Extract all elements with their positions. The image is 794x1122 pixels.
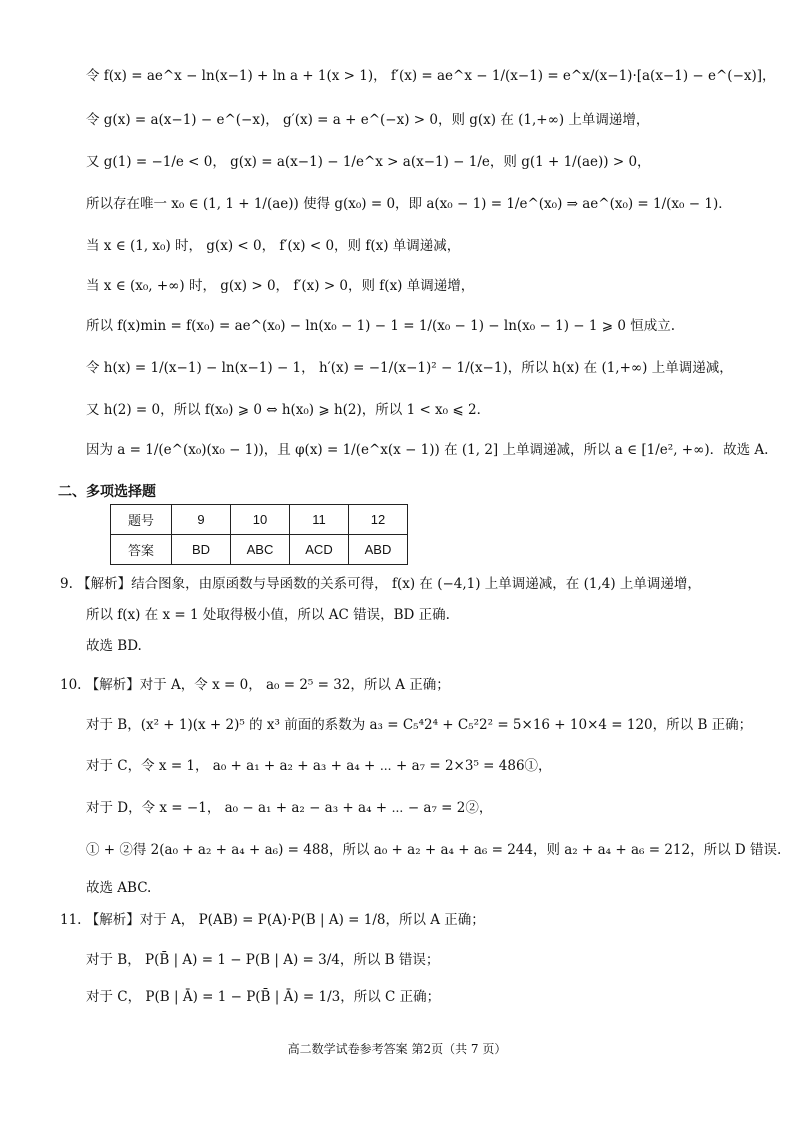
q10-line-4: 对于 D，令 x = −1， a₀ − a₁ + a₂ − a₃ + a₄ + ⋯ − a₇ = 2②， <box>86 800 493 816</box>
q9-line-2: 所以 f(x) 在 x = 1 处取得极小值，所以 AC 错误，BD 正确. <box>86 607 450 623</box>
q11-line-1: 11. 【解析】对于 A， P(AB) = P(A)·P(B | A) = 1/8，所以 A 正确； <box>60 912 485 928</box>
table-cell: ABD <box>349 535 408 565</box>
table-row <box>111 535 408 565</box>
derivation-line-6: 当 x ∈ (x₀, +∞) 时， g(x) > 0， f′(x) > 0，则 f(x) 单调递增， <box>86 278 475 294</box>
table-cell: 11 <box>290 505 349 535</box>
table-cell: BD <box>172 535 231 565</box>
derivation-line-2: 令 g(x) = a(x−1) − e^(−x)， g′(x) = a + e^(−x) > 0，则 g(x) 在 (1,+∞) 上单调递增， <box>86 112 650 128</box>
q10-line-5: ① + ②得 2(a₀ + a₂ + a₄ + a₆) = 488，所以 a₀ + a₂ + a₄ + a₆ = 244，则 a₂ + a₄ + a₆ = 212，所以 D 错误. <box>86 842 782 858</box>
table-cell: ABC <box>231 535 290 565</box>
q10-line-1: 10. 【解析】对于 A，令 x = 0， a₀ = 2⁵ = 32，所以 A 正确； <box>60 677 450 693</box>
q11-line-2: 对于 B， P(B̄ | A) = 1 − P(B | A) = 3/4，所以 B 错误； <box>86 952 440 968</box>
q10-line-2: 对于 B，(x² + 1)(x + 2)⁵ 的 x³ 前面的系数为 a₃ = C₅⁴2⁴ + C₅²2² = 5×16 + 10×4 = 120，所以 B 正确； <box>86 717 753 733</box>
derivation-line-7: 所以 f(x)min = f(x₀) = ae^(x₀) − ln(x₀ − 1) − 1 = 1/(x₀ − 1) − ln(x₀ − 1) − 1 ⩾ 0 恒成立. <box>86 318 676 334</box>
answer-table <box>110 504 408 565</box>
q9-line-3: 故选 BD. <box>86 638 142 654</box>
table-cell: 题号 <box>111 505 172 535</box>
table-cell: 12 <box>349 505 408 535</box>
derivation-line-1: 令 f(x) = ae^x − ln(x−1) + ln a + 1(x > 1)， f′(x) = ae^x − 1/(x−1) = e^x/(x−1)·[a(x−1) − e^(−x)]， <box>86 68 776 84</box>
q10-line-6: 故选 ABC. <box>86 880 152 896</box>
derivation-line-4: 所以存在唯一 x₀ ∈ (1, 1 + 1/(ae)) 使得 g(x₀) = 0，即 a(x₀ − 1) = 1/e^(x₀) ⇒ ae^(x₀) = 1/(x₀ − 1)． <box>86 196 732 212</box>
table-cell: 9 <box>172 505 231 535</box>
q9-line-1: 9. 【解析】结合图象，由原函数与导函数的关系可得， f(x) 在 (−4,1) 上单调递减，在 (1,4) 上单调递增， <box>60 576 701 592</box>
derivation-line-9: 又 h(2) = 0，所以 f(x₀) ⩾ 0 ⇔ h(x₀) ⩾ h(2)，所以 1 < x₀ ⩽ 2． <box>86 402 491 418</box>
table-cell: 答案 <box>111 535 172 565</box>
derivation-line-8: 令 h(x) = 1/(x−1) − ln(x−1) − 1， h′(x) = −1/(x−1)² − 1/(x−1)，所以 h(x) 在 (1,+∞) 上单调递减， <box>86 360 733 376</box>
table-row <box>111 505 408 535</box>
section-heading: 二、多项选择题 <box>58 484 156 500</box>
table-cell: ACD <box>290 535 349 565</box>
derivation-line-10: 因为 a = 1/(e^(x₀)(x₀ − 1))，且 φ(x) = 1/(e^x(x − 1)) 在 (1, 2] 上单调递减，所以 a ∈ [1/e², +∞)．故选 A. <box>86 442 769 458</box>
table-cell: 10 <box>231 505 290 535</box>
page-footer: 高二数学试卷参考答案 第2页（共 7 页） <box>287 1042 507 1056</box>
q11-line-3: 对于 C， P(B | Ā) = 1 − P(B̄ | Ā) = 1/3，所以 C 正确； <box>86 989 441 1005</box>
q10-line-3: 对于 C，令 x = 1， a₀ + a₁ + a₂ + a₃ + a₄ + ⋯ + a₇ = 2×3⁵ = 486①， <box>86 758 552 774</box>
derivation-line-5: 当 x ∈ (1, x₀) 时， g(x) < 0， f′(x) < 0，则 f(x) 单调递减， <box>86 238 461 254</box>
derivation-line-3: 又 g(1) = −1/e < 0， g(x) = a(x−1) − 1/e^x > a(x−1) − 1/e，则 g(1 + 1/(ae)) > 0， <box>86 154 651 170</box>
